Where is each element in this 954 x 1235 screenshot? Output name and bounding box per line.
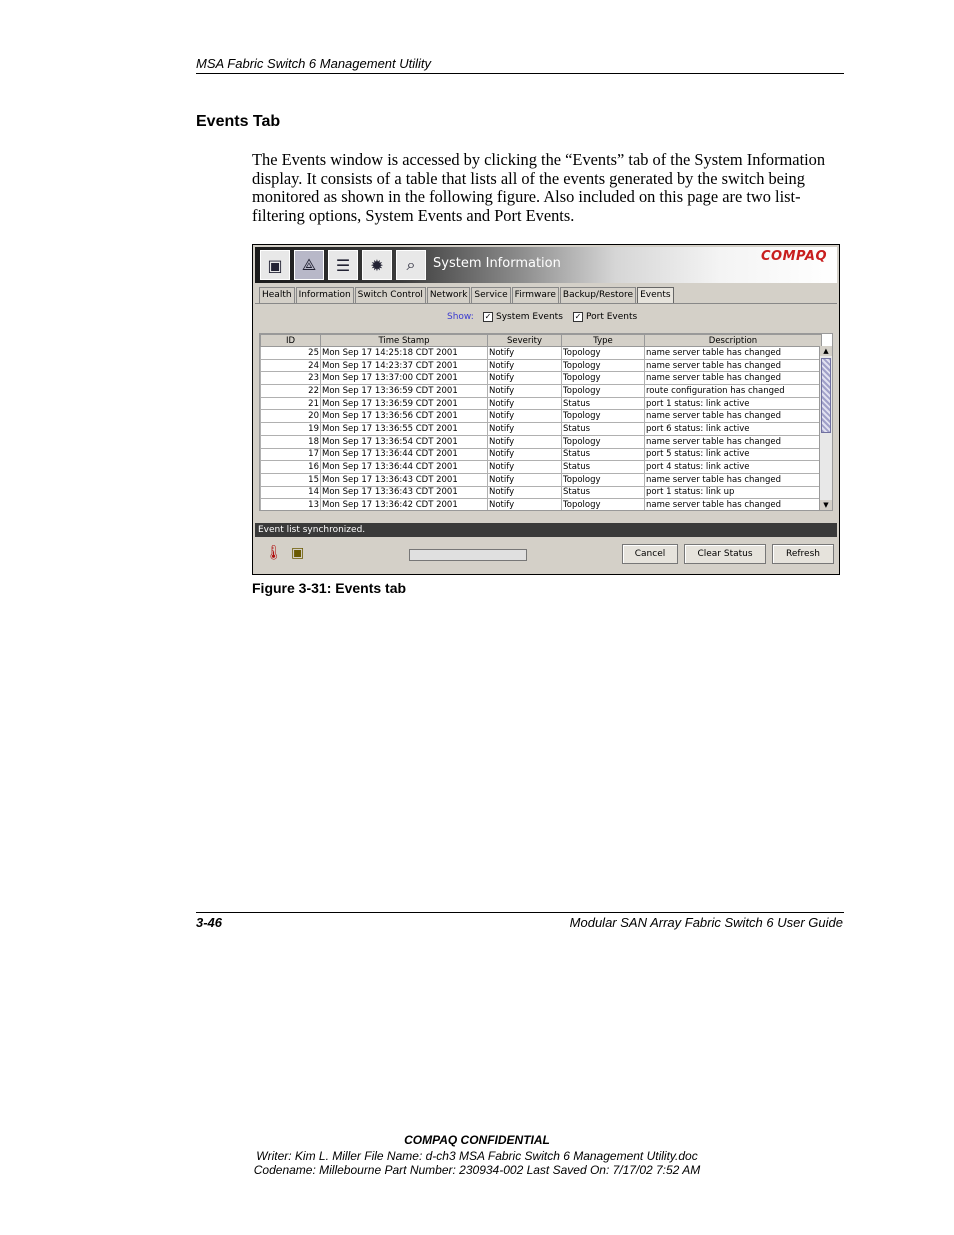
tab-service[interactable]: Service [471,287,510,304]
tab-switch-control[interactable]: Switch Control [355,287,426,304]
port-events-checkbox[interactable] [573,312,637,322]
gear-icon[interactable]: ✹ [362,250,392,280]
description-cell: name server table has changed [645,410,822,423]
description-cell: name server table has changed [645,499,822,511]
column-header-id[interactable]: ID [261,335,321,347]
system-events-label: System Events [496,312,563,322]
confidential-label: COMPAQ CONFIDENTIAL [404,1133,550,1147]
table-row[interactable] [261,347,822,360]
type-cell: Topology [562,499,645,511]
events-table [259,333,833,511]
section-title: Events Tab [196,113,281,130]
description-cell: port 1 status: link active [645,397,822,410]
checkmark-icon: ✓ [574,312,582,321]
time-stamp-cell: Mon Sep 17 13:36:42 CDT 2001 [321,499,488,511]
description-cell: name server table has changed [645,372,822,385]
scroll-up-icon[interactable]: ▲ [820,346,832,356]
column-header-type[interactable]: Type [562,335,645,347]
codename-line: Codename: Millebourne Part Number: 230934-002 Last Saved On: 7/17/02 7:52 AM [253,1163,701,1177]
time-stamp-cell: Mon Sep 17 13:36:43 CDT 2001 [321,473,488,486]
table-row[interactable] [261,423,822,436]
footer-rule [196,912,844,913]
severity-cell: Notify [488,435,562,448]
table-row[interactable] [261,397,822,410]
table-row[interactable] [261,359,822,372]
refresh-button[interactable]: Refresh [772,544,834,564]
id-cell: 24 [261,359,321,372]
writer-line: Writer: Kim L. Miller File Name: d-ch3 MSA Fabric Switch 6 Management Utility.doc [256,1149,698,1163]
time-stamp-cell: Mon Sep 17 13:36:43 CDT 2001 [321,486,488,499]
figure-caption: Figure 3-31: Events tab [252,580,407,596]
severity-cell: Notify [488,372,562,385]
type-cell: Topology [562,372,645,385]
id-cell: 23 [261,372,321,385]
id-cell: 14 [261,486,321,499]
id-cell: 16 [261,461,321,474]
table-row[interactable] [261,473,822,486]
severity-cell: Notify [488,359,562,372]
title-banner [255,247,837,283]
table-row[interactable] [261,385,822,398]
time-stamp-cell: Mon Sep 17 13:36:44 CDT 2001 [321,461,488,474]
description-cell: port 5 status: link active [645,448,822,461]
time-stamp-cell: Mon Sep 17 14:25:18 CDT 2001 [321,347,488,360]
type-cell: Status [562,397,645,410]
type-cell: Topology [562,473,645,486]
description-cell: name server table has changed [645,473,822,486]
tab-firmware[interactable]: Firmware [512,287,559,304]
description-cell: name server table has changed [645,435,822,448]
description-cell: route configuration has changed [645,385,822,398]
type-cell: Status [562,461,645,474]
column-header-severity[interactable]: Severity [488,335,562,347]
time-stamp-cell: Mon Sep 17 13:36:44 CDT 2001 [321,448,488,461]
description-cell: name server table has changed [645,347,822,360]
type-cell: Topology [562,435,645,448]
status-bar: Event list synchronized. [255,523,837,537]
clear-status-button[interactable]: Clear Status [684,544,766,564]
id-cell: 25 [261,347,321,360]
scroll-down-icon[interactable]: ▼ [820,500,832,510]
type-cell: Status [562,423,645,436]
type-cell: Topology [562,410,645,423]
vertical-scrollbar[interactable] [819,346,832,510]
table-row[interactable] [261,486,822,499]
description-cell: port 1 status: link up [645,486,822,499]
severity-cell: Notify [488,347,562,360]
table-row[interactable] [261,372,822,385]
severity-cell: Notify [488,385,562,398]
progress-bar [409,549,527,561]
magnifier-icon[interactable]: ⌕ [396,250,426,280]
tab-backup-restore[interactable]: Backup/Restore [560,287,636,304]
page-header-title: MSA Fabric Switch 6 Management Utility [196,56,432,71]
cancel-button[interactable]: Cancel [622,544,678,564]
system-information-window [252,244,840,575]
tab-panel-rule [255,303,837,304]
time-stamp-cell: Mon Sep 17 13:37:00 CDT 2001 [321,372,488,385]
id-cell: 21 [261,397,321,410]
tab-health[interactable]: Health [259,287,295,304]
severity-cell: Notify [488,448,562,461]
footer-title: Modular SAN Array Fabric Switch 6 User Guide [569,915,843,930]
switch-status-icon[interactable]: ▣ [291,545,305,561]
tab-network[interactable]: Network [427,287,471,304]
type-cell: Status [562,486,645,499]
table-row[interactable] [261,410,822,423]
thermometer-icon[interactable]: 🌡︎ [265,545,283,561]
type-cell: Topology [562,347,645,360]
time-stamp-cell: Mon Sep 17 14:23:37 CDT 2001 [321,359,488,372]
time-stamp-cell: Mon Sep 17 13:36:55 CDT 2001 [321,423,488,436]
show-label: Show: [447,312,474,322]
switch-icon[interactable]: ▣ [260,250,290,280]
time-stamp-cell: Mon Sep 17 13:36:59 CDT 2001 [321,385,488,398]
compaq-logo: COMPAQ [761,249,827,264]
topology-icon[interactable]: ⟁ [294,250,324,280]
description-cell: port 4 status: link active [645,461,822,474]
time-stamp-cell: Mon Sep 17 13:36:56 CDT 2001 [321,410,488,423]
tab-bar [259,287,675,303]
severity-cell: Notify [488,397,562,410]
checkmark-icon: ✓ [484,312,492,321]
column-header-time-stamp[interactable]: Time Stamp [321,335,488,347]
tab-information[interactable]: Information [296,287,354,304]
severity-cell: Notify [488,499,562,511]
table-row[interactable] [261,435,822,448]
system-events-checkbox[interactable] [483,312,563,322]
scroll-thumb[interactable] [821,358,831,433]
id-cell: 15 [261,473,321,486]
port-events-label: Port Events [586,312,638,322]
type-cell: Topology [562,359,645,372]
type-cell: Status [562,448,645,461]
time-stamp-cell: Mon Sep 17 13:36:54 CDT 2001 [321,435,488,448]
table-row[interactable] [261,448,822,461]
database-icon[interactable]: ☰ [328,250,358,280]
tab-events[interactable]: Events [637,287,673,304]
body-paragraph: The Events window is accessed by clicking the “Events” tab of the System Information display. It consists of a table that lists all of the events generated by the switch being monitored as shown in the following figure. Also included on this page are two list-filtering options, System Events and Port Events. [252,150,826,225]
id-cell: 17 [261,448,321,461]
table-row[interactable] [261,499,822,511]
severity-cell: Notify [488,410,562,423]
events-grid [260,334,822,511]
description-cell: port 6 status: link active [645,423,822,436]
severity-cell: Notify [488,486,562,499]
severity-cell: Notify [488,473,562,486]
page-number: 3-46 [196,915,223,930]
column-header-description[interactable]: Description [645,335,822,347]
id-cell: 22 [261,385,321,398]
id-cell: 19 [261,423,321,436]
description-cell: name server table has changed [645,359,822,372]
id-cell: 13 [261,499,321,511]
id-cell: 20 [261,410,321,423]
time-stamp-cell: Mon Sep 17 13:36:59 CDT 2001 [321,397,488,410]
window-title: System Information [433,256,561,271]
severity-cell: Notify [488,423,562,436]
severity-cell: Notify [488,461,562,474]
id-cell: 18 [261,435,321,448]
header-rule [196,73,844,74]
type-cell: Topology [562,385,645,398]
table-row[interactable] [261,461,822,474]
